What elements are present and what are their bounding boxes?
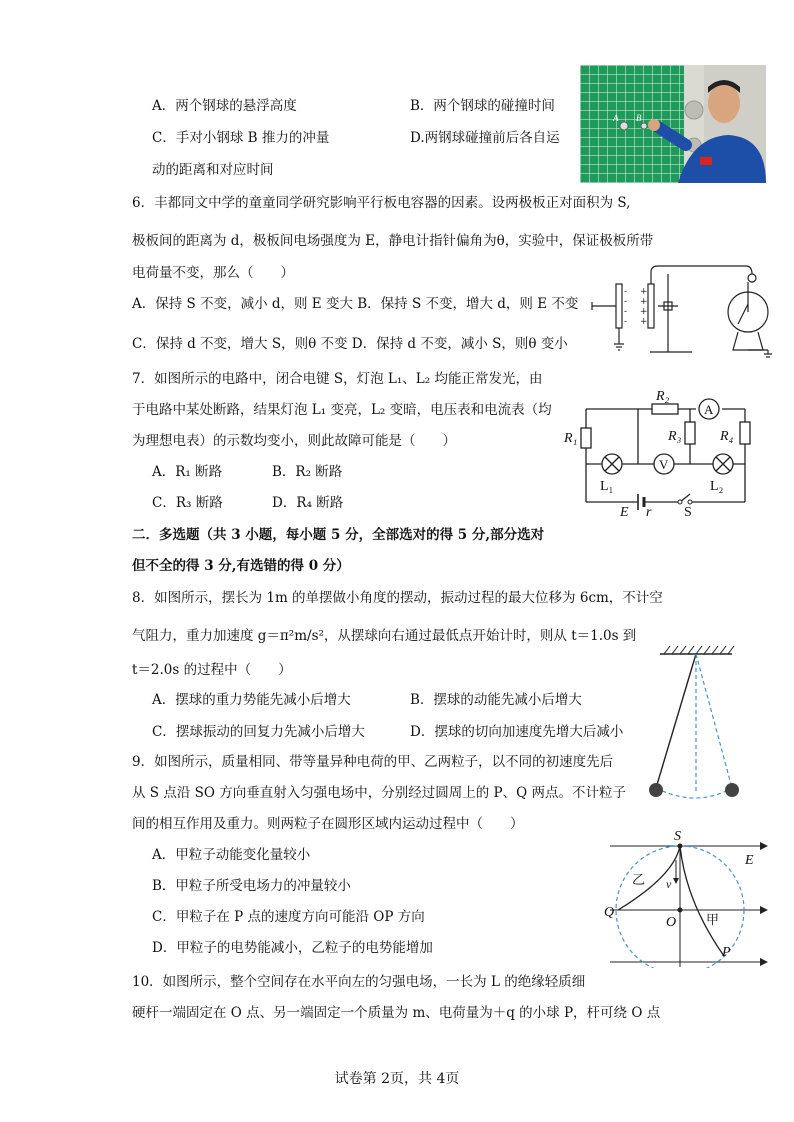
q9-line3: 间的相互作用及重力。则两粒子在圆形区域内运动过程中（ ） [132, 816, 524, 832]
q7-option-d: D．R₄ 断路 [272, 495, 344, 511]
circuit-label-r1: R₁ [564, 431, 578, 446]
q7-line1: 7．如图所示的电路中，闭合电键 S，灯泡 L₁、L₂ 均能正常发光，由 [132, 371, 543, 387]
circuit-label-r3: R₃ [668, 429, 682, 444]
q5-option-a: A．两个钢球的悬浮高度 [152, 98, 297, 114]
q9-line1: 9．如图所示，质量相同、带等量异种电荷的甲、乙两粒子，以不同的初速度先后 [132, 754, 614, 770]
q5-option-d: D.两钢球碰撞前后各自运 [410, 130, 560, 146]
circuit-ammeter-label: A [704, 402, 714, 417]
q6-line3: 电荷量不变，那么（ ） [132, 265, 294, 281]
svg-text:-: - [624, 287, 628, 297]
q7-option-b: B．R₂ 断路 [272, 464, 343, 480]
q9-option-d: D．甲粒子的电势能减小，乙粒子的电势能增加 [152, 940, 433, 956]
section2-heading-line2: 但不全的得 3 分,有选错的得 0 分） [132, 558, 350, 574]
q8-option-b: B．摆球的动能先减小后增大 [410, 692, 582, 708]
q6-line2: 极板间的距离为 d，极板间电场强度为 E，静电计指针偏角为θ，实验中，保证极板所带 [132, 233, 654, 249]
fig9-label-jia: 甲 [706, 912, 720, 927]
circuit-label-r4: R₄ [720, 429, 734, 444]
fig9-label-s: S [674, 829, 681, 844]
svg-text:+: + [640, 287, 648, 297]
section2-heading-line1: 二．多选题（共 3 小题，每小题 5 分，全部选对的得 5 分,部分选对 [132, 527, 545, 543]
q9-line2: 从 S 点沿 SO 方向垂直射入匀强电场中，分别经过圆周上的 P、Q 两点。不计粒子 [132, 785, 626, 801]
q8-line3: t＝2.0s 的过程中（ ） [132, 662, 292, 678]
fig9-label-o: O [666, 915, 677, 930]
q6-options-ab: A．保持 S 不变，减小 d，则 E 变大 B．保持 S 不变，增大 d，则 E 不变 [132, 296, 579, 312]
q5-option-b: B．两个钢球的碰撞时间 [410, 98, 555, 114]
q5-photo [580, 65, 766, 183]
q7-line2: 于电路中某处断路，结果灯泡 L₁ 变亮，L₂ 变暗，电压表和电流表（均 [132, 402, 552, 418]
svg-text:-: - [624, 297, 628, 307]
svg-text:-: - [624, 307, 628, 317]
q10-line2: 硬杆一端固定在 O 点、另一端固定一个质量为 m、电荷量为＋q 的小球 P，杆可绕 O 点 [132, 1005, 661, 1021]
q6-options-cd: C．保持 d 不变，增大 S，则θ 不变 D．保持 d 不变，减小 S，则θ 变小 [132, 336, 568, 352]
page-footer: 试卷第 2页，共 4页 [334, 1071, 460, 1087]
q8-option-c: C．摆球振动的回复力先减小后增大 [152, 724, 365, 740]
circuit-label-r: r [646, 505, 652, 520]
photo-label-a: A [613, 113, 619, 123]
fig9-label-v: v [666, 877, 672, 891]
circuit-label-l2: L₂ [710, 479, 724, 494]
q6-capacitor-figure [588, 264, 778, 360]
circuit-voltmeter-label: V [659, 457, 669, 472]
q8-line2: 气阻力，重力加速度 g＝π²m/s²，从摆球向右通过最低点开始计时，则从 t＝1.0s 到 [132, 628, 637, 644]
svg-text:+: + [640, 317, 648, 327]
q7-option-a: A．R₁ 断路 [152, 464, 223, 480]
circuit-label-r2: R₂ [656, 389, 670, 404]
q6-line1: 6．丰都同文中学的童童同学研究影响平行板电容器的因素。设两极板正对面积为 S, [132, 195, 631, 211]
q9-option-c: C．甲粒子在 P 点的速度方向可能沿 OP 方向 [152, 909, 425, 925]
fig9-label-yi: 乙 [632, 872, 646, 887]
q7-option-c: C．R₃ 断路 [152, 495, 223, 511]
q7-line3: 为理想电表）的示数均变小，则此故障可能是（ ） [132, 433, 456, 449]
circuit-label-e: E [620, 505, 629, 520]
svg-text:-: - [624, 317, 628, 327]
q8-pendulum-figure [640, 642, 750, 806]
svg-text:+: + [640, 307, 648, 317]
q8-line1: 8．如图所示，摆长为 1m 的单摆做小角度的摆动，振动过程的最大位移为 6cm，不计空 [132, 590, 663, 606]
q8-option-d: D．摆球的切向加速度先增大后减小 [410, 724, 624, 740]
svg-text:+: + [640, 297, 648, 307]
q9-option-b: B．甲粒子所受电场力的冲量较小 [152, 878, 351, 894]
fig9-label-q: Q [604, 905, 615, 920]
fig9-label-e: E [745, 853, 754, 868]
q9-field-figure [600, 822, 776, 968]
fig9-label-p: P [722, 945, 731, 960]
photo-label-b: B [636, 113, 642, 123]
q8-option-a: A．摆球的重力势能先减小后增大 [152, 692, 351, 708]
q10-line1: 10．如图所示，整个空间存在水平向左的匀强电场，一长为 L 的绝缘轻质细 [132, 974, 586, 990]
q7-circuit-figure [560, 382, 760, 522]
circuit-label-l1: L₁ [600, 479, 614, 494]
q9-option-a: A．甲粒子动能变化量较小 [152, 847, 311, 863]
q5-option-c: C．手对小钢球 B 推力的冲量 [152, 130, 330, 146]
q5-option-d-cont: 动的距离和对应时间 [152, 162, 274, 178]
circuit-label-s: S [684, 505, 692, 520]
